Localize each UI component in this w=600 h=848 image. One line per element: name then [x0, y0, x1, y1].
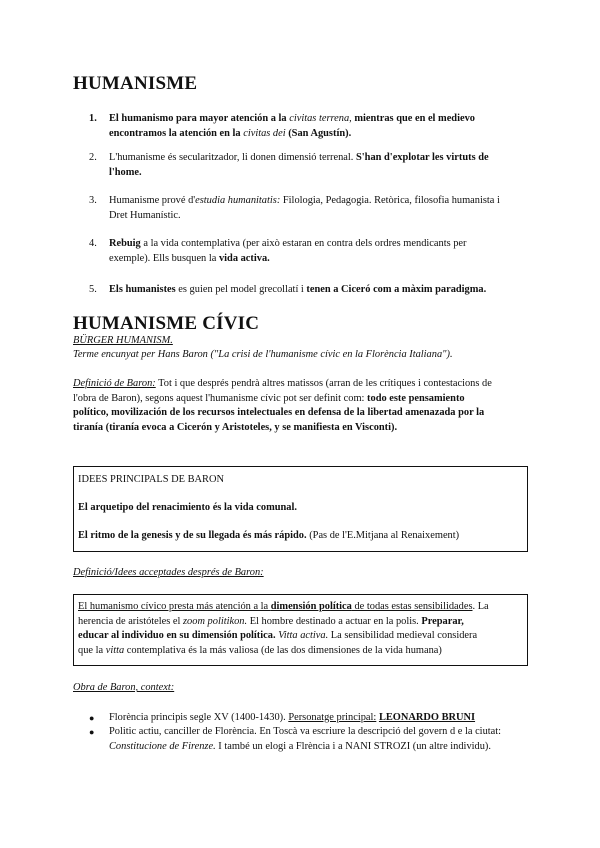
context-label-text: Obra de Baron, context:: [73, 682, 175, 693]
item-text-bold: vida activa.: [218, 253, 270, 264]
item-text: El humanismo para mayor atención a la: [109, 113, 290, 124]
bullet-underline: Personatge principal:: [288, 712, 377, 723]
list-number: 4.: [89, 238, 97, 249]
accepted-label-text: Definició/Idees acceptades després de Baron:: [73, 567, 264, 578]
item-text: encontramos la atención en la: [109, 128, 244, 139]
box-text: El humanismo cívico presta más atención a la: [78, 601, 271, 612]
item-text-bold: tenen a Ciceró com a màxim paradigma.: [306, 284, 487, 295]
box-text: de todas estas sensibilidades: [351, 601, 473, 612]
box-text: herencia de aristóteles el: [78, 615, 184, 627]
bullet-text: [109, 711, 528, 726]
box-text: que la: [78, 644, 106, 656]
item-text-bold: l'home.: [109, 167, 142, 178]
box-bold: educar al individuo en su dimensión política.: [78, 630, 276, 642]
definition-bold: todo este pensamiento: [367, 392, 465, 404]
section-title-humanisme-civic: HUMANISME CÍVIC: [73, 313, 260, 334]
box-text: contemplativa és la más valiosa (de las dos dimensiones de la vida humana): [124, 644, 442, 656]
definition-paragraph: [73, 377, 528, 435]
main-ideas-box: [73, 466, 528, 552]
item-text-italic: civitas terrena,: [289, 113, 352, 124]
section-title-humanisme: HUMANISME: [73, 73, 198, 94]
box-text: La sensibilidad medieval considera: [328, 630, 478, 642]
item-text: Humanisme prové d': [109, 195, 196, 206]
subtitle-text: BÜRGER HUMANISM.: [73, 335, 173, 346]
definition-text: Tot i que després pendrà altres matissos (arran de les crítiques i contestacions de: [155, 378, 492, 389]
box-text: El hombre destinado a actuar en la polis.: [247, 615, 422, 627]
box-bold: El arquetipo del renacimiento és la vida comunal.: [78, 502, 297, 513]
box-bold: dimensión política: [270, 601, 352, 612]
bullet-italic: Constitucione de Firenze.: [109, 740, 216, 752]
accepted-ideas-box: [73, 594, 528, 666]
list-number: 5.: [89, 284, 97, 295]
item-text: (San Agustín).: [285, 128, 352, 139]
box-italic: zoom politikon.: [183, 615, 248, 627]
bullet-text: I també un elogi a Flrència i a NANI STROZI (un altre individu).: [215, 740, 491, 752]
box-italic: vitta: [105, 644, 125, 656]
item-text: Filologia, Pedagogia. Retòrica, filosofia humanista i: [280, 195, 500, 206]
item-text-italic: civitas dei: [243, 128, 286, 139]
item-text: es guien pel model grecollatí i: [175, 284, 307, 295]
bullet-text: Politic actiu, canciller de Florència. En Toscà va escriure la descripció del govern d e la ciutat:: [109, 726, 502, 737]
box-line: [78, 529, 523, 544]
accepted-label: [73, 566, 528, 581]
item-text-bold: Rebuig: [109, 238, 141, 249]
item-text: mientras que en el medievo: [351, 113, 475, 124]
item-text-bold: Els humanistes: [109, 284, 176, 295]
definition-label: Definició de Baron:: [73, 378, 156, 389]
box-italic: Vitta activa.: [278, 630, 329, 642]
list-number: 2.: [89, 152, 97, 163]
item-text-bold: S'han d'explotar les virtuts de: [356, 152, 489, 163]
list-number: 1.: [89, 113, 97, 124]
item-text: L'humanisme és secularitzador, li donen dimensió terrenal.: [109, 152, 357, 163]
bullet-bold: LEONARDO BRUNI: [378, 712, 476, 723]
item-text: Dret Humanístic.: [109, 210, 181, 221]
box-text: (Pas de l'E.Mitjana al Renaixement): [306, 530, 460, 541]
item-text-italic: estudia humanitatis:: [195, 195, 281, 206]
list-number: 3.: [89, 195, 97, 206]
context-label: [73, 681, 528, 696]
bullet-text: [109, 725, 528, 754]
box-bold: El ritmo de la genesis y de su llegada és más rápido.: [78, 530, 307, 541]
bullet-text: Florència principis segle XV (1400-1430).: [109, 712, 289, 723]
coined-text: Terme encunyat per Hans Baron ("La crisi de l'humanisme cívic en la Florència Italiana").: [73, 349, 453, 360]
bullet-dot-icon: ●: [89, 713, 95, 723]
definition-bold: político, movilización de los recursos intelectuales en defensa de la libertad amenazada por la: [73, 407, 485, 419]
item-text: a la vida contemplativa (per això estaran en contra dels ordres mendicants per: [140, 238, 467, 249]
box-text: . La: [472, 601, 489, 612]
box-line: [78, 501, 523, 516]
box-header: IDEES PRINCIPALS DE BARON: [78, 474, 224, 485]
definition-text: l'obra de Baron), segons aquest l'humanisme cívic pot ser definit com:: [73, 392, 368, 404]
box-paragraph: [78, 600, 523, 658]
subtitle: [73, 334, 528, 349]
coined-note: [73, 348, 528, 363]
bullet-dot-icon: ●: [89, 727, 95, 737]
definition-bold: tiranía (tiranía evoca a Cicerón y Aristoteles, y se manifiesta en Visconti).: [73, 421, 398, 433]
box-bold: Preparar,: [421, 615, 464, 627]
item-text: exemple). Ells busquen la: [109, 253, 219, 264]
